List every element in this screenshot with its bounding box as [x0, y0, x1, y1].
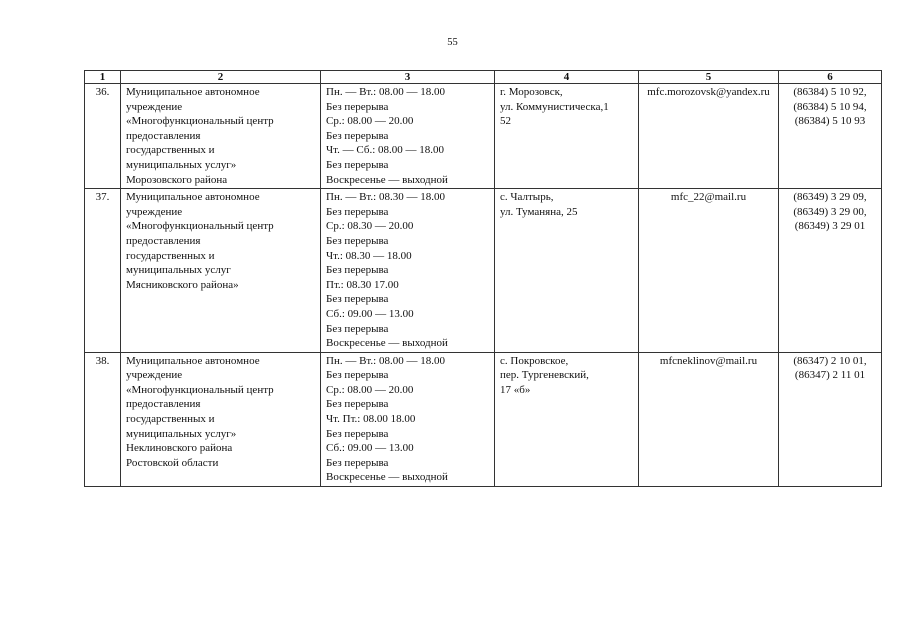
working-schedule: Пн. — Вт.: 08.00 — 18.00 Без перерыва Ср.: 08.00 — 20.00 Без перерыва Чт. Пт.: 08.00 18.00 Без перерыва Сб.: 09.00 — 13.00 Без перерыва Воскресенье — выходной: [321, 352, 495, 486]
mfc-table: [84, 70, 882, 487]
column-header-4: 4: [495, 71, 639, 84]
table-row: [85, 352, 882, 486]
email-address: mfc_22@mail.ru: [639, 189, 779, 353]
organization-name: Муниципальное автономное учреждение «Многофункциональный центр предоставления государственных и муниципальных услуг» Морозовского района: [121, 84, 321, 189]
address: г. Морозовск, ул. Коммунистическа,1 52: [495, 84, 639, 189]
email-address: mfcneklinov@mail.ru: [639, 352, 779, 486]
row-number: 38.: [85, 352, 121, 486]
phone-numbers: (86349) 3 29 09, (86349) 3 29 00, (86349) 3 29 01: [779, 189, 882, 353]
email-address: mfc.morozovsk@yandex.ru: [639, 84, 779, 189]
column-header-3: 3: [321, 71, 495, 84]
phone-numbers: (86347) 2 10 01, (86347) 2 11 01: [779, 352, 882, 486]
column-header-1: 1: [85, 71, 121, 84]
header-row: [85, 71, 882, 84]
table-row: [85, 189, 882, 353]
column-header-2: 2: [121, 71, 321, 84]
address: с. Покровское, пер. Тургеневский, 17 «б»: [495, 352, 639, 486]
address: с. Чалтырь, ул. Туманяна, 25: [495, 189, 639, 353]
organization-name: Муниципальное автономное учреждение «Многофункциональный центр предоставления государственных и муниципальных услуг» Неклиновского района Ростовской области: [121, 352, 321, 486]
page-number: 55: [447, 37, 458, 48]
working-schedule: Пн. — Вт.: 08.00 — 18.00 Без перерыва Ср.: 08.00 — 20.00 Без перерыва Чт. — Сб.: 08.00 — 18.00 Без перерыва Воскресенье — выходной: [321, 84, 495, 189]
row-number: 37.: [85, 189, 121, 353]
working-schedule: Пн. — Вт.: 08.30 — 18.00 Без перерыва Ср.: 08.30 — 20.00 Без перерыва Чт.: 08.30 — 18.00 Без перерыва Пт.: 08.30 17.00 Без перерыва Сб.: 09.00 — 13.00 Без перерыва Воскресенье — выходной: [321, 189, 495, 353]
organization-name: Муниципальное автономное учреждение «Многофункциональный центр предоставления государственных и муниципальных услуг Мясниковского района»: [121, 189, 321, 353]
table-row: [85, 84, 882, 189]
row-number: 36.: [85, 84, 121, 189]
column-header-6: 6: [779, 71, 882, 84]
phone-numbers: (86384) 5 10 92, (86384) 5 10 94, (86384) 5 10 93: [779, 84, 882, 189]
column-header-5: 5: [639, 71, 779, 84]
